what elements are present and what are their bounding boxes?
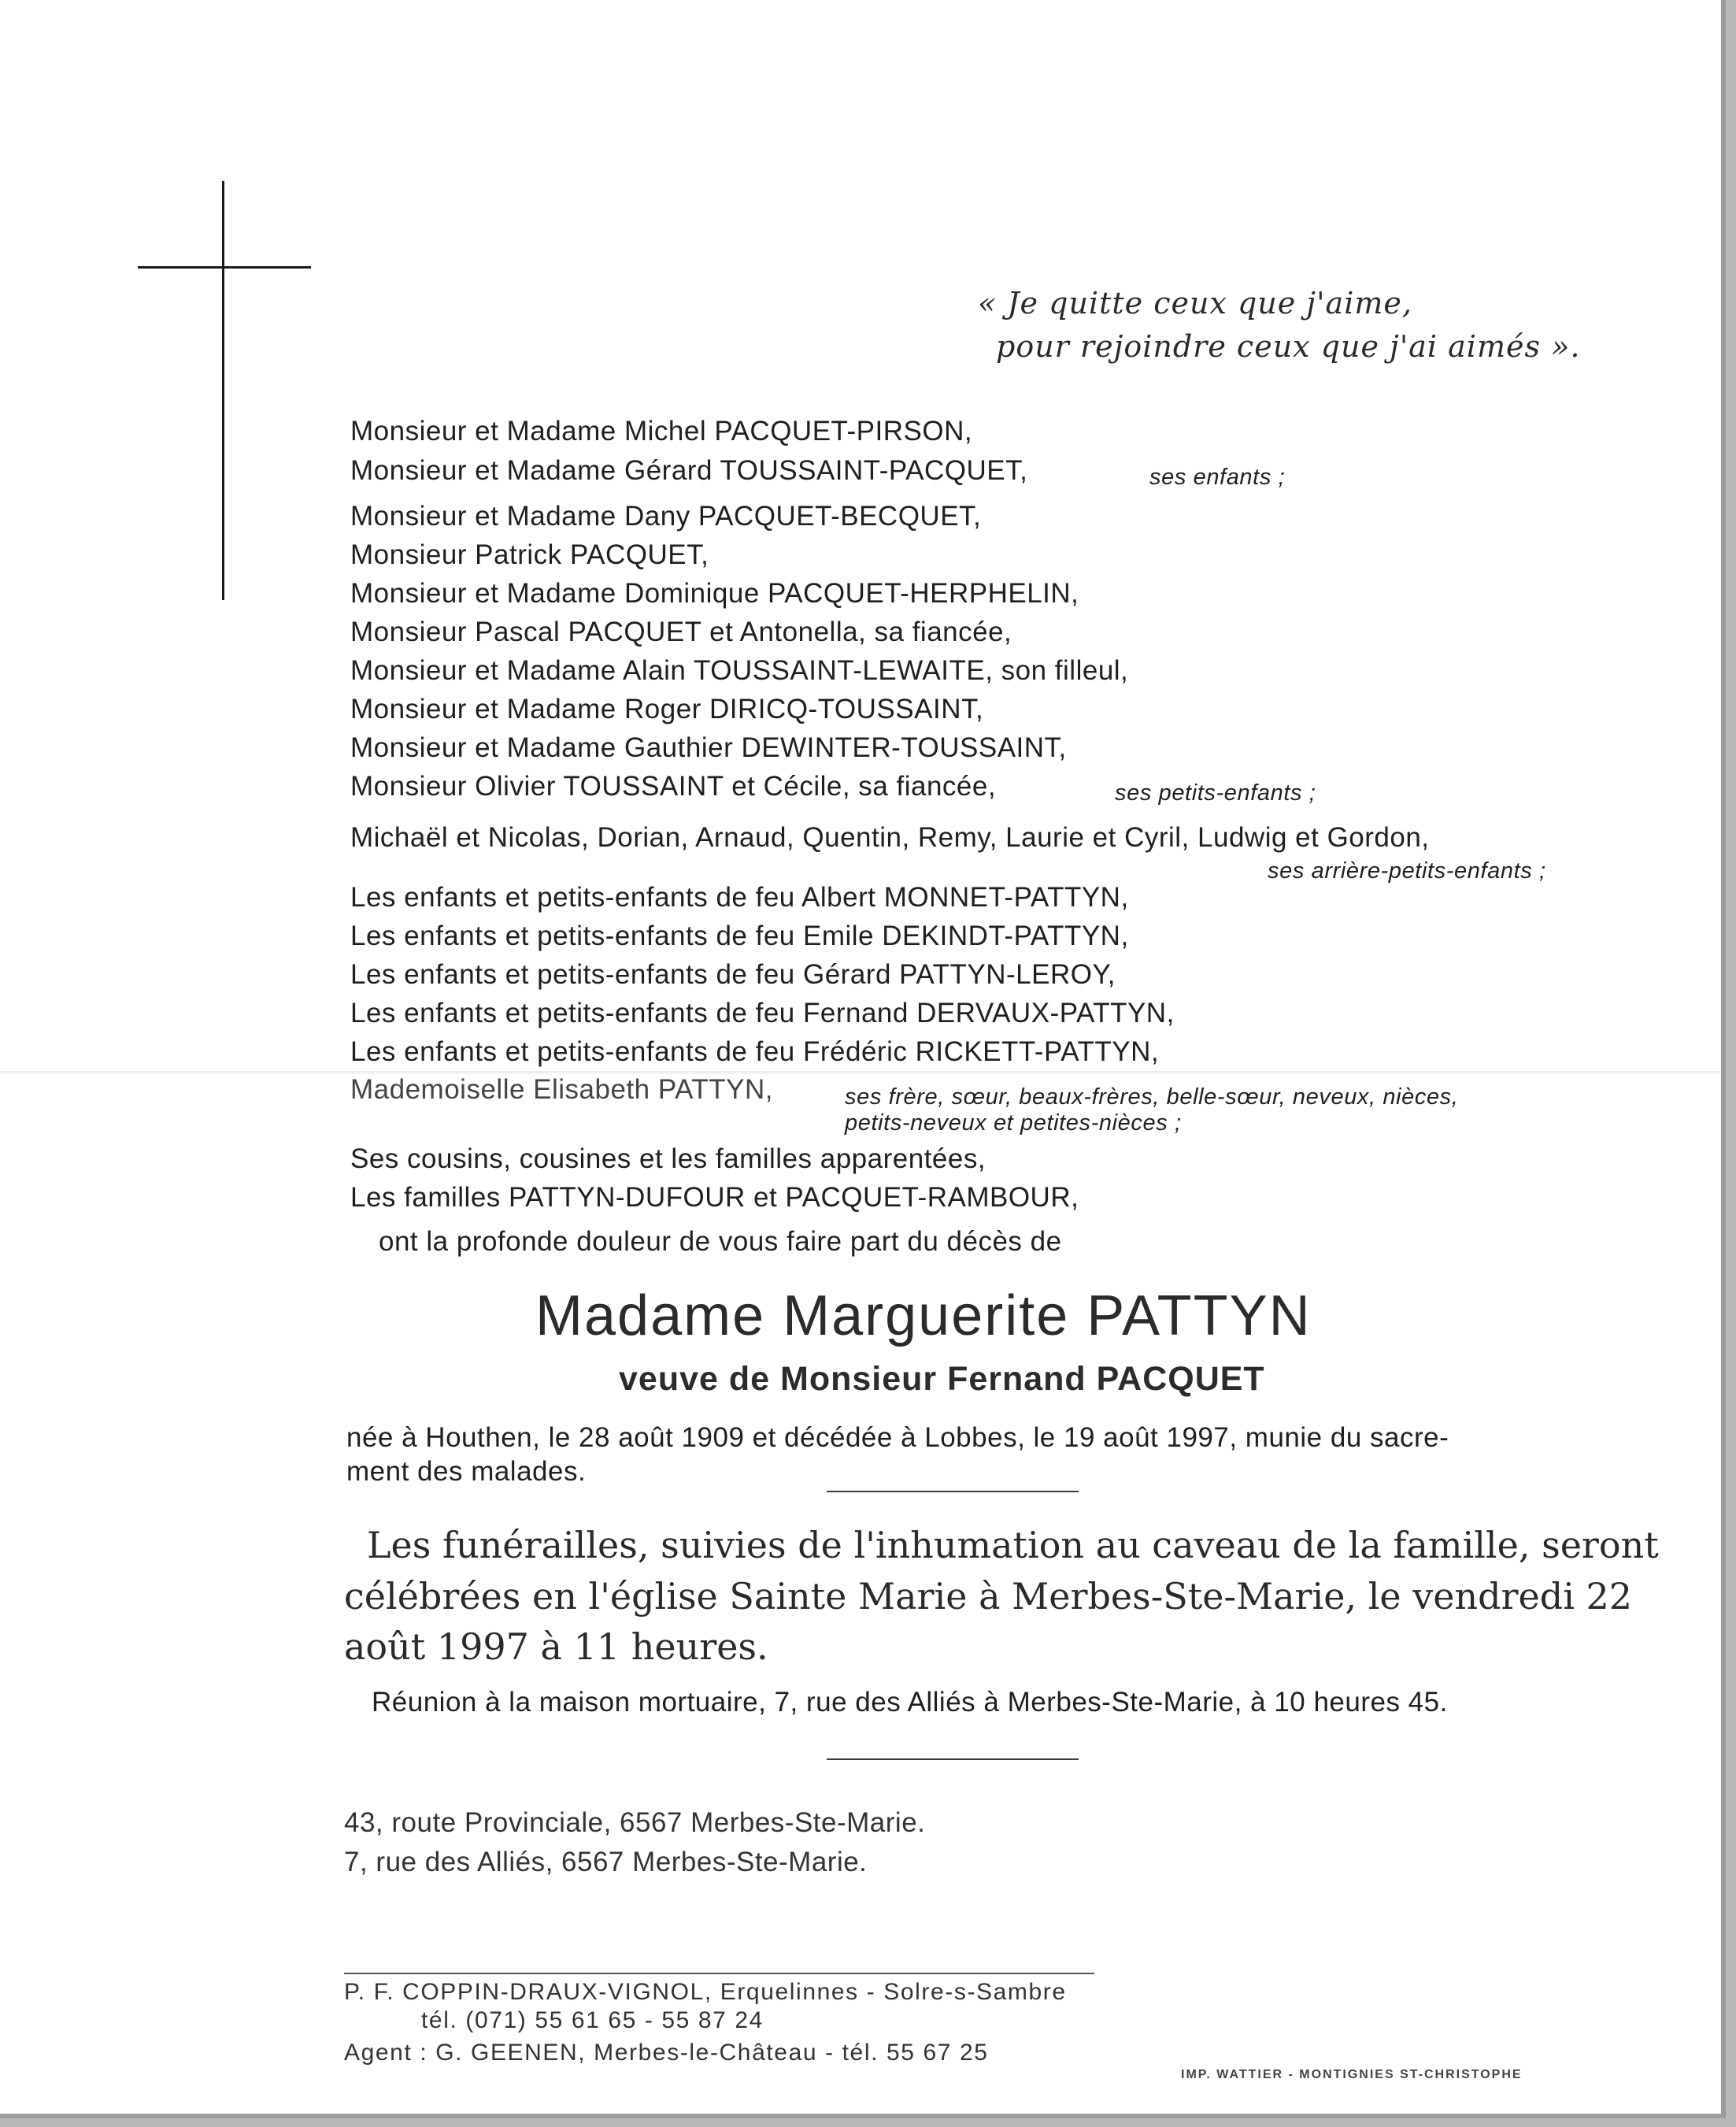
family-line: Monsieur Patrick PACQUET, (350, 539, 709, 570)
family-line: Monsieur et Madame Gauthier DEWINTER-TOUSSAINT, (350, 732, 1067, 763)
birth-death-line-1: née à Houthen, le 28 août 1909 et décédée à Lobbes, le 19 août 1997, munie du sacre- (346, 1422, 1449, 1453)
relation-note: ses petits-enfants ; (1115, 780, 1316, 806)
family-line: Monsieur et Madame Gérard TOUSSAINT-PACQUET, (350, 455, 1028, 486)
birth-death-line-2: ment des malades. (346, 1456, 587, 1487)
family-line: Monsieur Olivier TOUSSAINT et Cécile, sa fiancée, (350, 771, 997, 802)
family-line: Mademoiselle Elisabeth PATTYN, (350, 1074, 773, 1105)
undertaker-line-2: tél. (071) 55 61 65 - 55 87 24 (421, 2007, 764, 2033)
family-line: Les enfants et petits-enfants de feu Frédéric RICKETT-PATTYN, (350, 1036, 1160, 1067)
relation-note: ses enfants ; (1149, 465, 1286, 490)
quote-line-1: « Je quitte ceux que j'aime, (978, 286, 1412, 321)
family-line: Monsieur Pascal PACQUET et Antonella, sa fiancée, (350, 617, 1012, 647)
relation-note: petits-neveux et petites-nièces ; (845, 1110, 1182, 1136)
funeral-line-1: Les funérailles, suivies de l'inhumation au caveau de la famille, seront (367, 1524, 1659, 1566)
family-line: Monsieur et Madame Michel PACQUET-PIRSON, (350, 416, 973, 447)
family-line: Les familles PATTYN-DUFOUR et PACQUET-RAMBOUR, (350, 1182, 1079, 1213)
footer-rule (344, 1973, 1094, 1974)
agent-line: Agent : G. GEENEN, Merbes-le-Château - tél. 55 67 25 (344, 2040, 989, 2066)
address-line: 7, rue des Alliés, 6567 Merbes-Ste-Marie. (344, 1847, 868, 1877)
family-line: Ses cousins, cousines et les familles apparentées, (350, 1143, 986, 1174)
family-line: Les enfants et petits-enfants de feu Albert MONNET-PATTYN, (350, 882, 1129, 913)
family-line: Monsieur et Madame Roger DIRICQ-TOUSSAINT, (350, 694, 984, 724)
paper-fold (0, 1071, 1721, 1074)
family-line: Les enfants et petits-enfants de feu Emile DEKINDT-PATTYN, (350, 921, 1129, 951)
family-line: Monsieur et Madame Alain TOUSSAINT-LEWAITE, son filleul, (350, 655, 1129, 686)
separator (827, 1491, 1079, 1492)
deceased-name: Madame Marguerite PATTYN (535, 1284, 1312, 1347)
undertaker-line-1: P. F. COPPIN-DRAUX-VIGNOL, Erquelinnes - Solre-s-Sambre (344, 1979, 1067, 2005)
family-line: Michaël et Nicolas, Dorian, Arnaud, Quentin, Remy, Laurie et Cyril, Ludwig et Gordon, (350, 822, 1430, 853)
relation-note: ses arrière-petits-enfants ; (1268, 858, 1546, 884)
family-line: Les enfants et petits-enfants de feu Gérard PATTYN-LEROY, (350, 959, 1116, 990)
quote-line-2: pour rejoindre ceux que j'ai aimés ». (996, 329, 1581, 364)
printer-credit: IMP. WATTIER - MONTIGNIES ST-CHRISTOPHE (1181, 2068, 1523, 2081)
deceased-widow-of: veuve de Monsieur Fernand PACQUET (619, 1360, 1265, 1398)
address-line: 43, route Provinciale, 6567 Merbes-Ste-Marie. (344, 1807, 926, 1838)
reunion-line: Réunion à la maison mortuaire, 7, rue des Alliés à Merbes-Ste-Marie, à 10 heures 45. (372, 1687, 1448, 1718)
family-line: Les enfants et petits-enfants de feu Fernand DERVAUX-PATTYN, (350, 998, 1175, 1028)
separator (827, 1758, 1079, 1760)
announcement-line: ont la profonde douleur de vous faire part du décès de (379, 1226, 1062, 1257)
family-line: Monsieur et Madame Dany PACQUET-BECQUET, (350, 501, 982, 532)
family-line: Monsieur et Madame Dominique PACQUET-HERPHELIN, (350, 578, 1079, 609)
funeral-line-3: août 1997 à 11 heures. (344, 1625, 768, 1668)
relation-note: ses frère, sœur, beaux-frères, belle-sœur, neveux, nièces, (845, 1084, 1459, 1110)
funeral-line-2: célébrées en l'église Sainte Marie à Merbes-Ste-Marie, le vendredi 22 (344, 1575, 1633, 1617)
